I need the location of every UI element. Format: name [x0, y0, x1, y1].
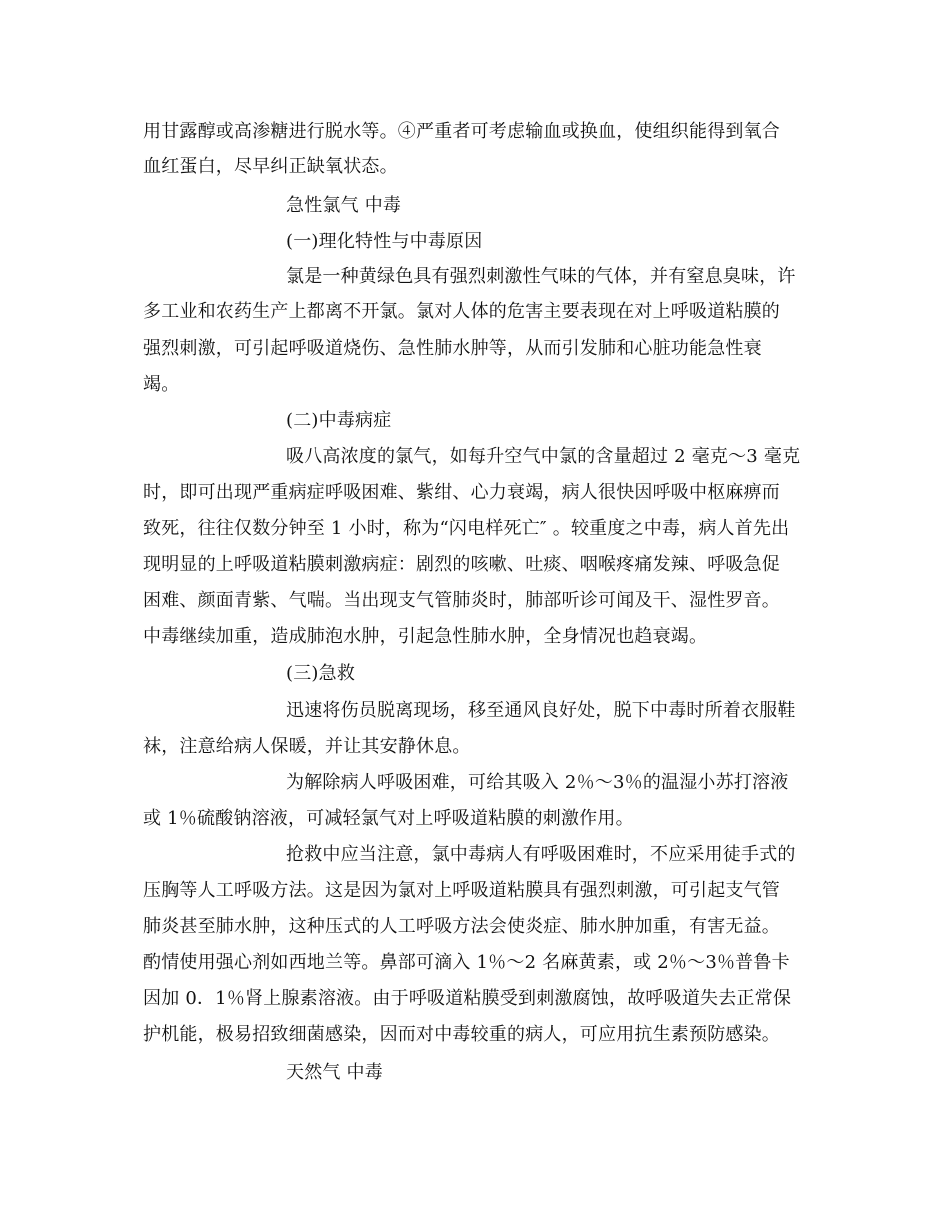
subsection-heading: (二)中毒病症 [286, 410, 392, 431]
text-line: 护机能，极易招致细菌感染，因而对中毒较重的病人，可应用抗生素预防感染。 [143, 1024, 780, 1045]
paragraph-first-line: 吸八高浓度的氯气，如每升空气中氯的含量超过 2 毫克～3 毫克 [286, 446, 801, 467]
section-heading: 急性氯气 中毒 [286, 195, 402, 216]
section-heading: 天然气 中毒 [286, 1062, 383, 1083]
paragraph-first-line: 为解除病人呼吸困难，可给其吸入 2％～3％的温湿小苏打溶液 [286, 772, 789, 793]
subsection-heading: (一)理化特性与中毒原因 [286, 231, 483, 252]
text-line: 血红蛋白，尽早纠正缺氧状态。 [143, 156, 398, 177]
text-line: 中毒继续加重，造成肺泡水肿，引起急性肺水肿，全身情况也趋衰竭。 [143, 626, 708, 647]
text-line: 肺炎甚至肺水肿，这种压式的人工呼吸方法会使炎症、肺水肿加重，有害无益。 [143, 916, 780, 937]
text-line: 致死，往往仅数分钟至 1 小时，称为“闪电样死亡″ 。较重度之中毒，病人首先出 [143, 518, 790, 539]
subsection-heading: (三)急救 [286, 663, 356, 684]
text-line: 用甘露醇或高渗糖进行脱水等。④严重者可考虑输血或换血，使组织能得到氧合 [143, 121, 780, 142]
paragraph-first-line: 抢救中应当注意，氯中毒病人有呼吸困难时，不应采用徒手式的 [286, 844, 796, 865]
text-line: 竭。 [143, 374, 180, 395]
text-line: 压胸等人工呼吸方法。这是因为氯对上呼吸道粘膜具有强烈刺激，可引起支气管 [143, 880, 780, 901]
text-line: 时，即可出现严重病症呼吸困难、紫绀、心力衰竭，病人很快因呼吸中枢麻痹而 [143, 482, 780, 503]
text-line: 多工业和农药生产上都离不开氯。氯对人体的危害主要表现在对上呼吸道粘膜的 [143, 301, 780, 322]
text-line: 酌情使用强心剂如西地兰等。鼻部可滴入 1％～2 名麻黄素，或 2％～3％普鲁卡 [143, 952, 790, 973]
text-line: 或 1％硫酸钠溶液，可减轻氯气对上呼吸道粘膜的刺激作用。 [143, 808, 634, 829]
paragraph-first-line: 氯是一种黄绿色具有强烈刺激性气味的气体，并有窒息臭味，许 [286, 266, 796, 287]
text-line: 因加 0．1％肾上腺素溶液。由于呼吸道粘膜受到刺激腐蚀，故呼吸道失去正常保 [143, 988, 792, 1009]
text-line: 强烈刺激，可引起呼吸道烧伤、急性肺水肿等，从而引发肺和心脏功能急性衰 [143, 338, 762, 359]
text-line: 袜，注意给病人保暖，并让其安静休息。 [143, 736, 471, 757]
text-line: 困难、颜面青紫、气喘。当出现支气管肺炎时，肺部听诊可闻及干、湿性罗音。 [143, 590, 780, 611]
text-line: 现明显的上呼吸道粘膜刺激病症：剧烈的咳嗽、吐痰、咽喉疼痛发辣、呼吸急促 [143, 554, 780, 575]
paragraph-first-line: 迅速将伤员脱离现场，移至通风良好处，脱下中毒时所着衣服鞋 [286, 700, 796, 721]
